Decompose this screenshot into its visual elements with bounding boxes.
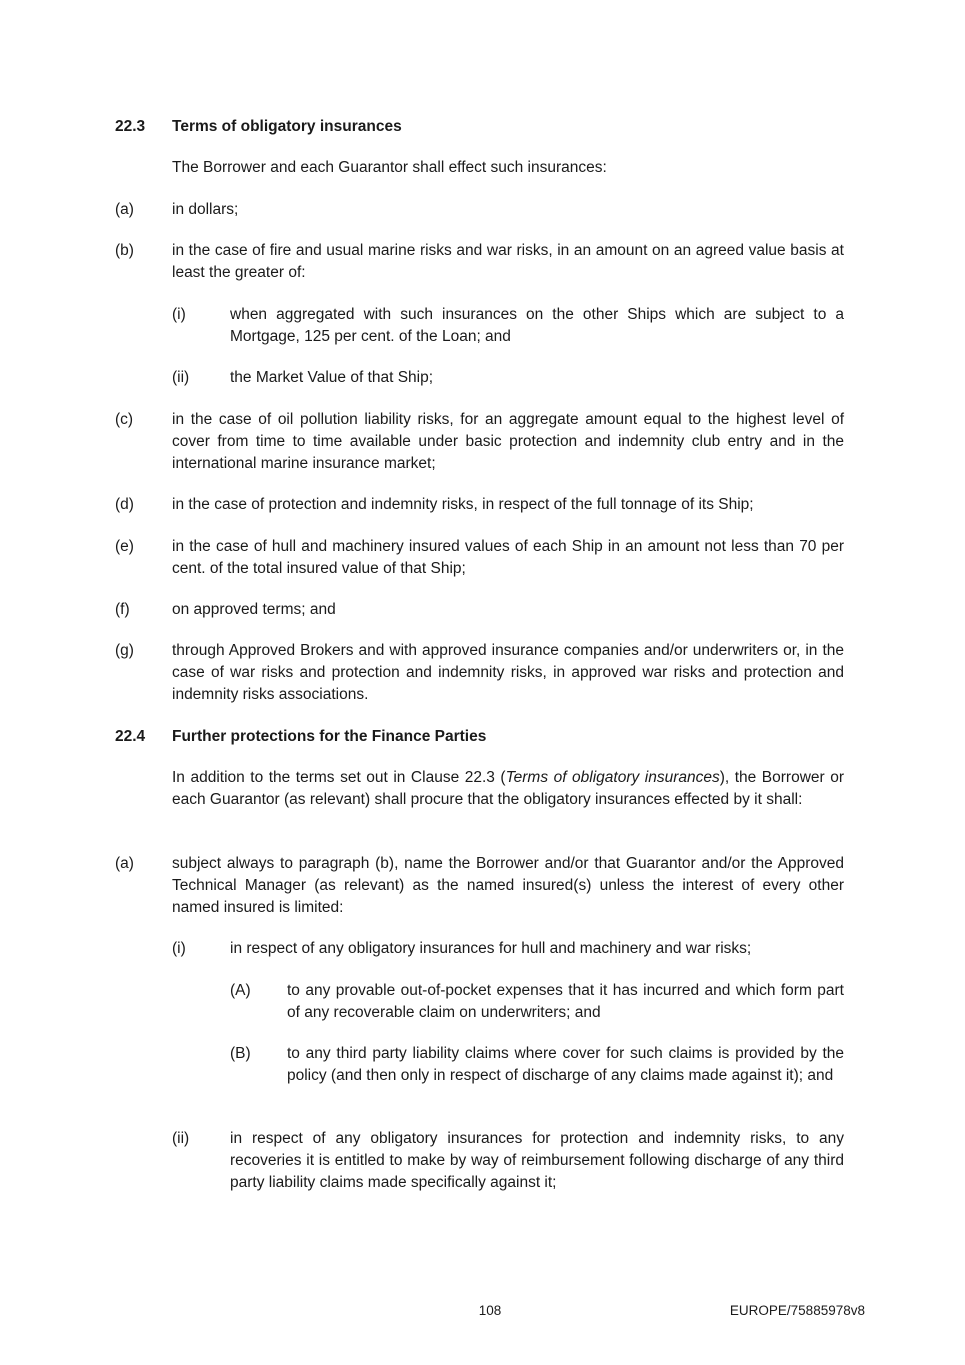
subitem-text: when aggregated with such insurances on the other Ships which are subject to a Mortgage, 125 per cent. of the Loan; and — [230, 306, 844, 345]
item-text: in the case of hull and machinery insured values of each Ship in an amount not less than 70 per cent. of the total insured value of that Ship; — [172, 538, 844, 577]
item-text: through Approved Brokers and with approved insurance companies and/or underwriters or, in the case of war risks and protection and indemnity risks, in approved war risks and protection and indemnity risks associations. — [172, 642, 844, 703]
item-text: subject always to paragraph (b), name the Borrower and/or that Guarantor and/or the Approved Technical Manager (as relevant) as the named insured(s) unless the interest of every other named insured is limited: — [172, 855, 844, 916]
intro-post: ), the Borrower or each Guarantor (as relevant) shall procure that the obligatory insurances effected by it shall: — [172, 769, 844, 808]
item-label: (a) — [115, 201, 134, 218]
item-label: (c) — [115, 411, 134, 428]
subsubitem-text: to any third party liability claims where cover for such claims is provided by the policy (and then only in respect of discharge of any claims made against it); and — [287, 1045, 844, 1084]
subitem-label: (ii) — [172, 369, 190, 386]
document-reference: EUROPE/75885978v8 — [729, 1303, 865, 1318]
section-number: 22.3 — [115, 118, 146, 135]
item-label: (g) — [115, 642, 134, 659]
section-number: 22.4 — [115, 728, 146, 745]
section-intro: The Borrower and each Guarantor shall effect such insurances: — [172, 159, 607, 176]
subsubitem-text: to any provable out-of-pocket expenses that it has incurred and which form part of any recoverable claim on underwriters; and — [287, 982, 844, 1021]
subsubitem-label: (B) — [230, 1045, 251, 1062]
item-label: (d) — [115, 496, 134, 513]
item-text: in the case of fire and usual marine risks and war risks, in an amount on an agreed value basis at least the greater of: — [172, 242, 844, 281]
subitem-text: in respect of any obligatory insurances for hull and machinery and war risks; — [230, 940, 752, 957]
section-heading: Terms of obligatory insurances — [172, 118, 402, 135]
subitem-label: (i) — [172, 940, 186, 957]
item-label: (f) — [115, 601, 130, 618]
item-label: (e) — [115, 538, 134, 555]
item-label: (a) — [115, 855, 134, 872]
item-text: in the case of protection and indemnity risks, in respect of the full tonnage of its Ship; — [172, 496, 754, 513]
item-label: (b) — [115, 242, 134, 259]
intro-clause-title: Terms of obligatory insurances — [505, 769, 720, 786]
page-number: 108 — [478, 1303, 502, 1318]
subitem-label: (i) — [172, 306, 186, 323]
subitem-text: in respect of any obligatory insurances for protection and indemnity risks, to any recoveries it is entitled to make by way of reimbursement following discharge of any third party liability claims made specifically against it; — [230, 1130, 844, 1191]
item-text: in dollars; — [172, 201, 239, 218]
subitem-text: the Market Value of that Ship; — [230, 369, 434, 386]
section-heading: Further protections for the Finance Parties — [172, 728, 487, 745]
subsubitem-label: (A) — [230, 982, 251, 999]
section-intro — [172, 767, 844, 811]
item-text: on approved terms; and — [172, 601, 336, 618]
intro-pre: In addition to the terms set out in Clause 22.3 ( — [172, 769, 506, 786]
subitem-label: (ii) — [172, 1130, 190, 1147]
item-text: in the case of oil pollution liability risks, for an aggregate amount equal to the highest level of cover from time to time available under basic protection and indemnity club entry and in the international marine insurance market; — [172, 411, 844, 472]
